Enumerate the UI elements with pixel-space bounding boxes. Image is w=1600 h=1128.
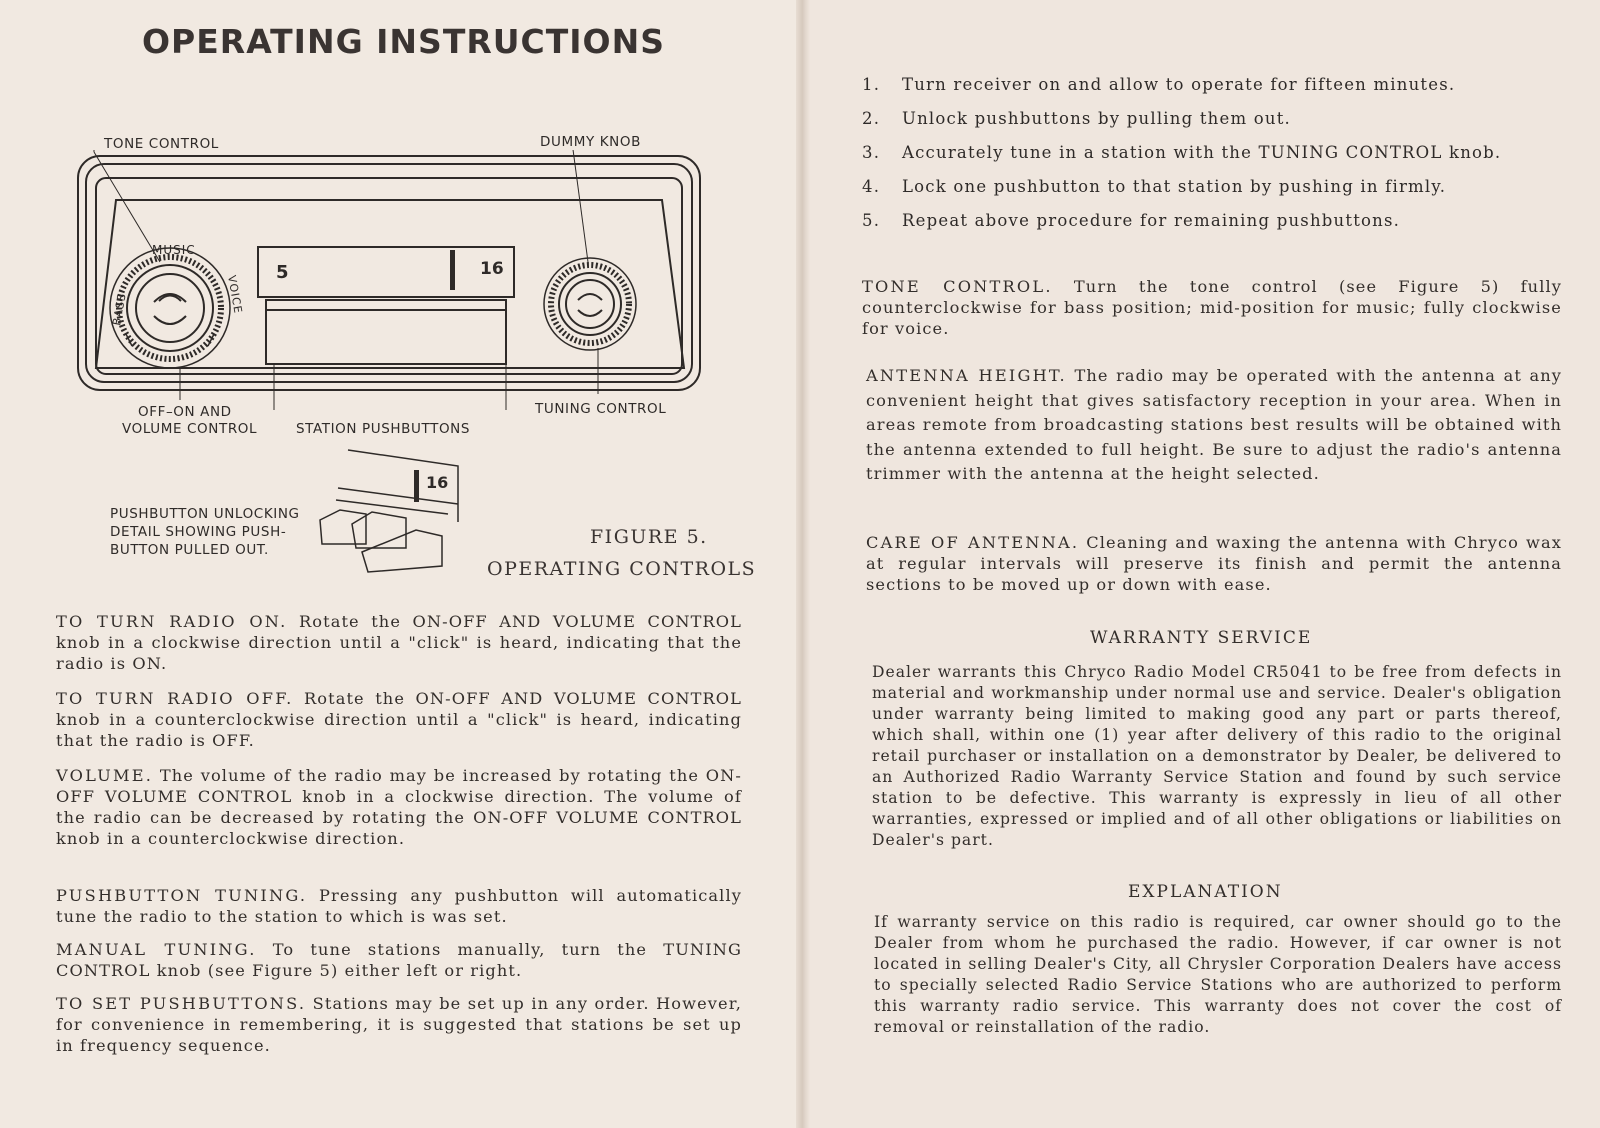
booklet-spine <box>796 0 810 1128</box>
section-manual-tuning <box>56 939 742 981</box>
callout-tone-control: TONE CONTROL <box>104 136 219 152</box>
section-antenna-height <box>866 364 1562 487</box>
step-item <box>862 108 1562 129</box>
figure-caption-number: FIGURE 5. <box>590 526 708 548</box>
dial-window <box>258 247 514 297</box>
callout-dummy-knob: DUMMY KNOB <box>540 134 641 150</box>
tuning-knob[interactable] <box>544 258 636 350</box>
step-number: 4. <box>862 177 881 196</box>
dial-pointer <box>450 250 455 290</box>
section-text: Stations may be set up in any order. However, for convenience in remembering, it is suggested that stations be set up in frequency sequence. <box>56 994 742 1055</box>
step-text: Unlock pushbuttons by pulling them out. <box>902 109 1291 128</box>
section-text: Rotate the ON-OFF AND VOLUME CONTROL knob in a counterclockwise direction until a "click" is heard, indicating that the radio is OFF. <box>56 689 742 750</box>
section-turn-radio-on <box>56 611 742 674</box>
section-heading: TO TURN RADIO ON. <box>56 612 288 631</box>
knob-label-music: MUSIC <box>152 243 196 257</box>
section-turn-radio-off <box>56 688 742 751</box>
step-number: 2. <box>862 109 881 128</box>
explanation-text: If warranty service on this radio is required, car owner should go to the Dealer from whom he purchased the radio. However, if car owner is not located in selling Dealer's City, all Chrysler Corporation Dealers have access to specially selected Radio Service Stations who are authorized to perform this warranty radio service. This warranty does not cover the cost of removal or reinstallation of the radio. <box>874 913 1562 1036</box>
step-text: Accurately tune in a station with the TUNING CONTROL knob. <box>902 143 1502 162</box>
section-heading: TONE CONTROL. <box>862 277 1053 296</box>
callout-station-pushbuttons: STATION PUSHBUTTONS <box>296 421 471 437</box>
step-number: 3. <box>862 143 881 162</box>
section-volume <box>56 765 742 849</box>
leader-dummy-knob <box>572 150 588 262</box>
section-heading: TO TURN RADIO OFF. <box>56 689 294 708</box>
step-text: Repeat above procedure for remaining pushbuttons. <box>902 211 1401 230</box>
step-number: 5. <box>862 211 881 230</box>
step-text: Lock one pushbutton to that station by pushing in firmly. <box>902 177 1447 196</box>
figure-caption-title: OPERATING CONTROLS <box>487 558 757 580</box>
section-heading: TO SET PUSHBUTTONS. <box>56 994 307 1013</box>
dial-number-left: 5 <box>276 262 289 283</box>
leader-pushbuttons <box>274 364 506 410</box>
pushbutton-detail-diagram <box>318 448 468 578</box>
knob-label-bass: BASS <box>110 291 129 327</box>
section-heading: MANUAL TUNING. <box>56 940 257 959</box>
section-text: The volume of the radio may be increased by rotating the ON-OFF VOLUME CONTROL knob in a clockwise direction. The volume of the radio can be decreased by rotating the ON-OFF VOLUME CONTROL knob in a counterclockwise direction. <box>56 766 742 848</box>
step-item <box>862 210 1562 231</box>
explanation-heading: EXPLANATION <box>1128 882 1283 902</box>
dial-number-right: 16 <box>480 259 504 279</box>
callout-unlock-3: BUTTON PULLED OUT. <box>110 542 269 558</box>
section-set-pushbuttons <box>56 993 742 1056</box>
step-item <box>862 176 1562 197</box>
warranty-heading: WARRANTY SERVICE <box>1090 628 1313 648</box>
radio-faceplate-diagram <box>70 150 710 410</box>
section-text: To tune stations manually, turn the TUNING CONTROL knob (see Figure 5) either left or right. <box>56 940 742 980</box>
page-title: OPERATING INSTRUCTIONS <box>142 22 665 61</box>
step-item <box>862 142 1562 163</box>
detail-dial-number: 16 <box>426 473 449 492</box>
warranty-text: Dealer warrants this Chryco Radio Model CR5041 to be free from defects in material and workmanship under normal use and service. Dealer's obligation under warranty being limited to making good any part or parts thereof, which shall, within one (1) year after delivery of this radio to the original retail purchaser or installation on a demonstrator by Dealer, be delivered to an Authorized Radio Warranty Service Station and found by such service station to be defective. This warranty is expressly in lieu of all other warranties, expressed or implied and of all other obligations or liabilities on Dealer's part. <box>872 663 1562 849</box>
step-item <box>862 74 1562 95</box>
pushbutton-setup-steps <box>862 74 1562 244</box>
section-text: Pressing any pushbutton will automatically tune the radio to the station to which is was set. <box>56 886 742 926</box>
section-heading: ANTENNA HEIGHT. <box>866 366 1067 385</box>
callout-unlock-2: DETAIL SHOWING PUSH- <box>110 524 287 540</box>
knob-label-voice: VOICE <box>225 274 245 315</box>
section-pushbutton-tuning <box>56 885 742 927</box>
section-text: Rotate the ON-OFF AND VOLUME CONTROL knob in a clockwise direction until a "click" is heard, indicating that the radio is ON. <box>56 612 742 673</box>
section-heading: PUSHBUTTON TUNING. <box>56 886 308 905</box>
section-care-of-antenna <box>866 532 1562 595</box>
step-text: Turn receiver on and allow to operate for fifteen minutes. <box>902 75 1456 94</box>
volume-knob[interactable] <box>110 248 230 368</box>
callout-unlock-1: PUSHBUTTON UNLOCKING <box>110 506 300 522</box>
section-tone-control <box>862 276 1562 339</box>
callout-off-on-1: OFF–ON AND <box>138 404 232 420</box>
section-heading: VOLUME. <box>56 766 154 785</box>
faceplate-outer-frame <box>78 156 700 390</box>
section-heading: CARE OF ANTENNA. <box>866 533 1080 552</box>
detail-dial-pointer <box>414 470 419 502</box>
faceplate-recess <box>96 200 684 368</box>
step-number: 1. <box>862 75 881 94</box>
section-text: The radio may be operated with the antenna at any convenient height that gives satisfactory reception in your area. When in areas remote from broadcasting stations best results will be obtained with the antenna extended to full height. Be sure to adjust the radio's antenna trimmer with the antenna at the height selected. <box>866 366 1562 483</box>
callout-tuning-control: TUNING CONTROL <box>535 401 667 417</box>
leader-tone-control <box>94 150 160 262</box>
section-text: Cleaning and waxing the antenna with Chryco wax at regular intervals will preserve its finish and permit the antenna sections to be moved up or down with ease. <box>866 533 1562 594</box>
section-text: Turn the tone control (see Figure 5) fully counterclockwise for bass position; mid-position for music; fully clockwise for voice. <box>862 277 1563 338</box>
callout-off-on-2: VOLUME CONTROL <box>122 421 258 437</box>
